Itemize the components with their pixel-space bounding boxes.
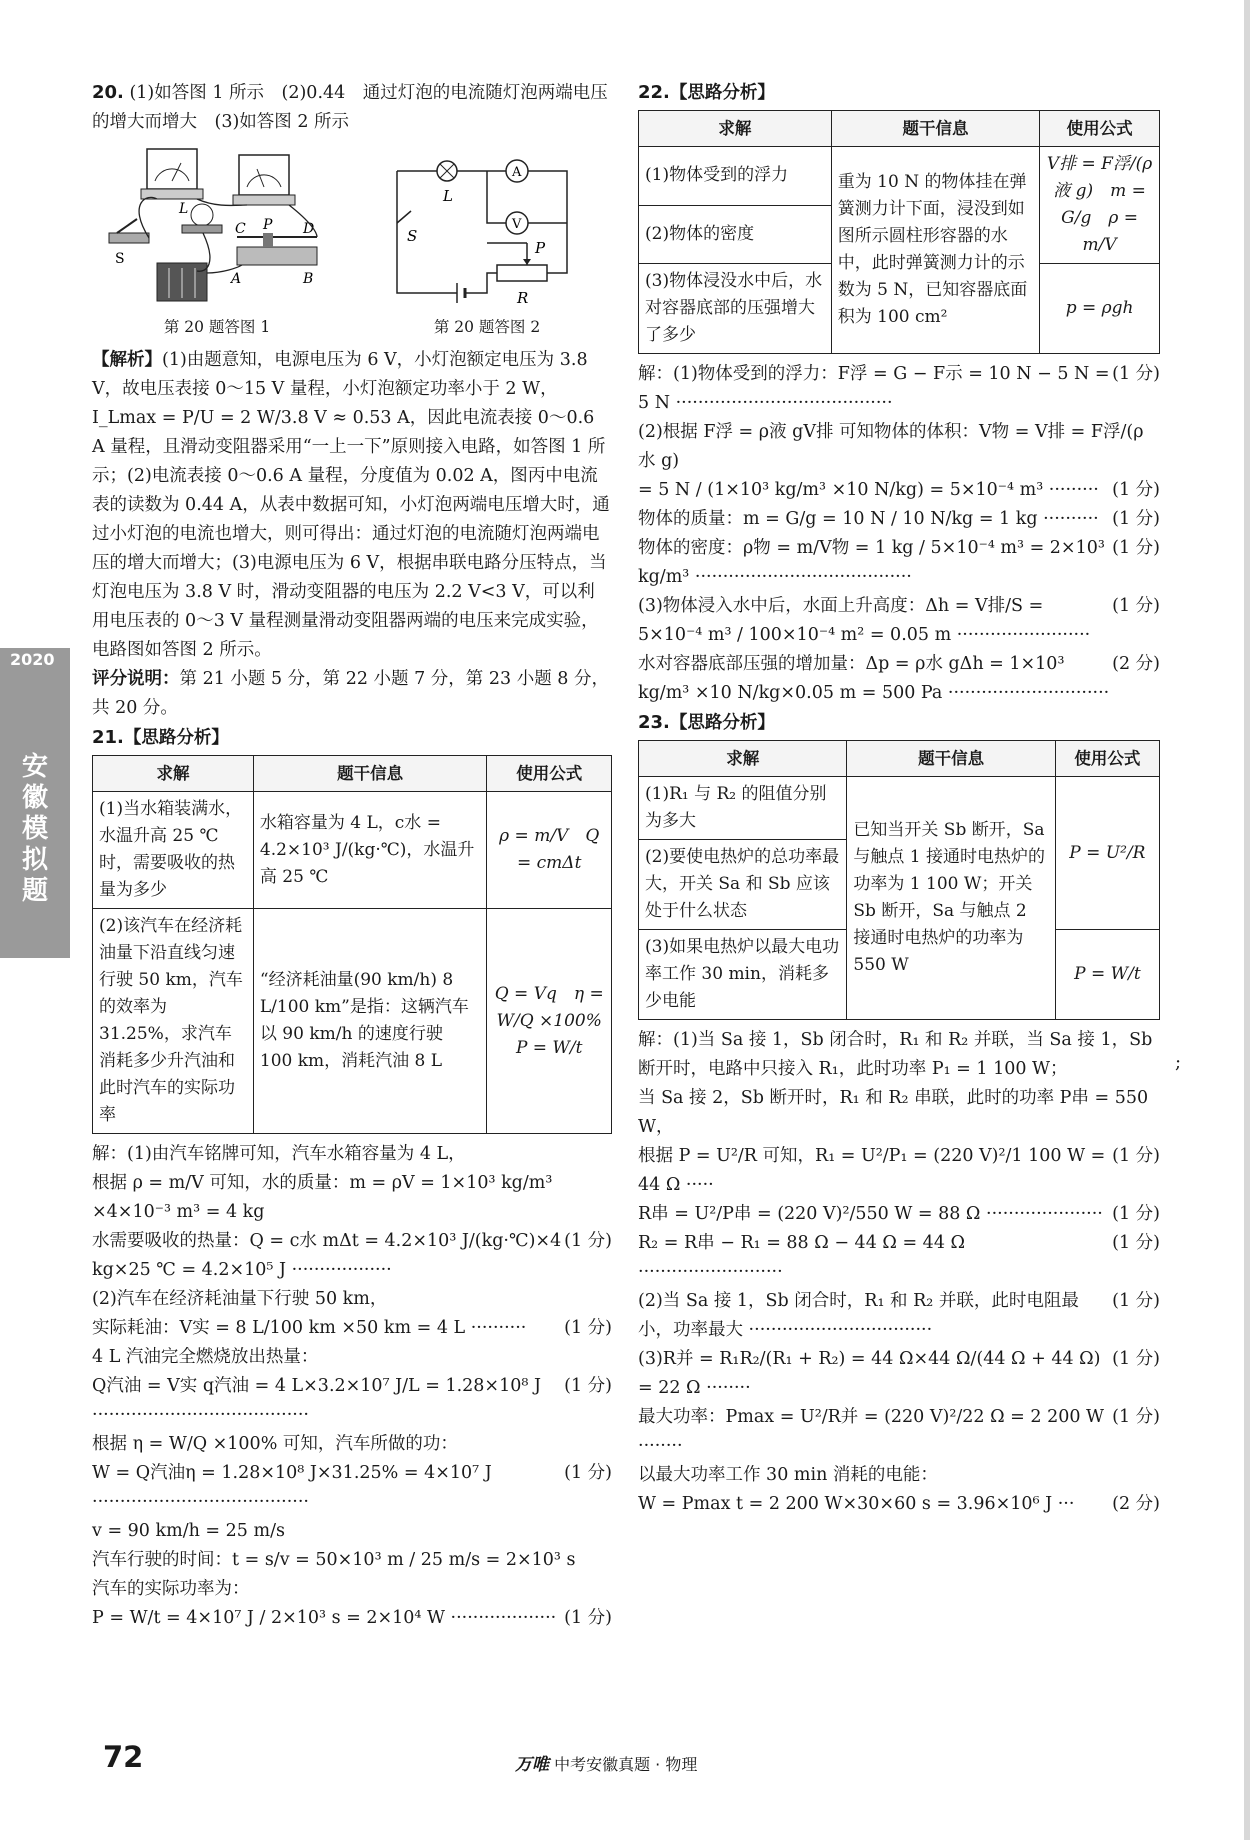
- side-tab: [0, 648, 70, 958]
- q22-formula-b: p = ρgh: [1040, 264, 1160, 354]
- solution-text: 解：(1)由汽车铭牌可知，汽车水箱容量为 4 L，: [92, 1144, 466, 1164]
- header-info: 题干信息: [253, 756, 487, 792]
- solution-text: 水需要吸收的热量：Q = c水 mΔt = 4.2×10³ J/(kg·℃)×4 kg×25 ℃ = 4.2×10⁵ J ··················: [92, 1231, 562, 1280]
- solution-line: [92, 1372, 612, 1430]
- q21-row2-info: “经济耗油量(90 km/h) 8 L/100 km”是指：这辆汽车以 90 km/h 的速度行驶 100 km，消耗汽油 8 L: [253, 909, 487, 1134]
- footer: [515, 1750, 697, 1775]
- solution-text: 解：(1)当 Sa 接 1，Sb 闭合时，R₁ 和 R₂ 并联，当 Sa 接 1，Sb 断开时，电路中只接入 R₁，此时功率 P₁ = 1 100 W；: [638, 1030, 1153, 1079]
- solution-line: [92, 1314, 612, 1343]
- scoring-note-label: 评分说明：: [92, 669, 180, 689]
- solution-line: [638, 1345, 1160, 1403]
- fig2-label-P: P: [535, 239, 546, 257]
- solution-text: 物体的质量：m = G/g = 10 N / 10 N/kg = 1 kg ··········: [638, 509, 1099, 529]
- solution-score: (1 分): [1112, 1291, 1160, 1311]
- q23-analysis-table: [638, 740, 1160, 1020]
- page-edge: [1244, 0, 1250, 1840]
- solution-text: 当 Sa 接 2，Sb 断开时，R₁ 和 R₂ 串联，此时的功率 P串 = 550 W，: [638, 1088, 1149, 1137]
- solution-text: 物体的密度：ρ物 = m/V物 = 1 kg / 5×10⁻⁴ m³ = 2×10³ kg/m³ ·······································: [638, 538, 1105, 587]
- fig1-label-A: A: [231, 271, 242, 287]
- table-header-row: [93, 756, 612, 792]
- fig2-caption: 第 20 题答图 2: [433, 318, 541, 336]
- solution-text: 根据 η = W/Q ×100% 可知，汽车所做的功：: [92, 1434, 458, 1454]
- solution-score: (2 分): [1112, 654, 1160, 674]
- header-solve: 求解: [639, 741, 847, 777]
- side-tab-label: 安徽模拟题: [21, 752, 48, 906]
- q20-answer: [92, 78, 612, 137]
- solution-line: [92, 1227, 612, 1285]
- solution-text: 4 L 汽油完全燃烧放出热量：: [92, 1347, 319, 1367]
- q23-formula-a: P = U²/R: [1055, 777, 1159, 930]
- solution-text: (2)当 Sa 接 1，Sb 闭合时，R₁ 和 R₂ 并联，此时电阻最小，功率最大 ·································: [638, 1291, 1079, 1340]
- circuit-schematic-diagram: [377, 143, 597, 313]
- fig2-label-R: R: [517, 289, 529, 307]
- solution-line: [92, 1517, 612, 1546]
- footer-text: 中考安徽真题 · 物理: [554, 1755, 698, 1774]
- solution-line: [92, 1604, 612, 1633]
- table-row: [93, 909, 612, 1134]
- fig1-label-D: D: [303, 221, 315, 237]
- table-row: [639, 777, 1160, 840]
- q22-number: 22.: [638, 82, 670, 103]
- q22-row2-solve: (2)物体的密度: [639, 205, 832, 264]
- solution-score: (1 分): [1112, 1204, 1160, 1224]
- q21-row2-formula: Q = Vq η = W/Q ×100% P = W/t: [487, 909, 612, 1134]
- q21-solution: [92, 1140, 612, 1633]
- header-info: 题干信息: [847, 741, 1055, 777]
- solution-text: Q汽油 = V实 q汽油 = 4 L×3.2×10⁷ J/L = 1.28×10⁸ J ·······································: [92, 1376, 541, 1425]
- page-number: 72: [103, 1740, 144, 1774]
- solution-line: [92, 1140, 612, 1169]
- solution-line: [92, 1343, 612, 1372]
- solution-line: [638, 476, 1160, 505]
- solution-text: R串 = U²/P串 = (220 V)²/550 W = 88 Ω ·····················: [638, 1204, 1103, 1224]
- solution-text: 解：(1)物体受到的浮力：F浮 = G − F示 = 10 N − 5 N = 5 N ·······································: [638, 364, 1110, 413]
- table-row: [93, 792, 612, 909]
- solution-text: (3)物体浸入水中后，水面上升高度：Δh = V排/S = 5×10⁻⁴ m³ / 100×10⁻⁴ m² = 0.05 m ························: [638, 596, 1091, 645]
- q21-row2-solve: (2)该汽车在经济耗油量下沿直线匀速行驶 50 km，汽车的效率为 31.25%，求汽车消耗多少升汽油和此时汽车的实际功率: [93, 909, 254, 1134]
- scoring-note-text: 第 21 小题 5 分，第 22 小题 7 分，第 23 小题 8 分，共 20 分。: [92, 669, 609, 718]
- q22-analysis-table: [638, 110, 1160, 354]
- q23-row1-solve: (1)R₁ 与 R₂ 的阻值分别为多大: [639, 777, 847, 840]
- solution-line: [638, 1287, 1160, 1345]
- q20-analysis-tag: 【解析】: [92, 350, 162, 370]
- solution-score: (1 分): [1112, 480, 1160, 500]
- table-row: [639, 147, 1160, 206]
- solution-line: [638, 1084, 1160, 1142]
- q23-info: 已知当开关 Sb 断开，Sa 与触点 1 接通时电热炉的功率为 1 100 W；开关 Sb 断开，Sa 与触点 2 接通时电热炉的功率为 550 W: [847, 777, 1055, 1020]
- q20-figure-1: [92, 143, 342, 342]
- q22-formula-a: V排 = F浮/(ρ液 g) m = G/g ρ = m/V: [1040, 147, 1160, 264]
- q23-tag: 【思路分析】: [669, 713, 775, 733]
- solution-text: 以最大功率工作 30 min 消耗的电能：: [638, 1465, 938, 1485]
- solution-line: [638, 534, 1160, 592]
- fig1-label-C: C: [235, 221, 246, 237]
- q22-heading: [638, 78, 1160, 108]
- q22-row3-solve: (3)物体浸没水中后，水对容器底部的压强增大了多少: [639, 264, 832, 354]
- solution-text: = 5 N / (1×10³ kg/m³ ×10 N/kg) = 5×10⁻⁴ m³ ·········: [638, 480, 1099, 500]
- solution-score: (1 分): [564, 1608, 612, 1628]
- fig1-label-B: B: [303, 271, 314, 287]
- solution-score: (2 分): [1112, 1494, 1160, 1514]
- fig1-label-S: S: [115, 251, 125, 267]
- fig2-label-S: S: [407, 227, 418, 245]
- solution-score: (1 分): [1112, 1233, 1160, 1253]
- q21-tag: 【思路分析】: [123, 728, 229, 748]
- q23-row2-solve: (2)要使电热炉的总功率最大，开关 Sa 和 Sb 应该处于什么状态: [639, 840, 847, 930]
- solution-text: (2)汽车在经济耗油量下行驶 50 km，: [92, 1289, 388, 1309]
- solution-text: 汽车的实际功率为：: [92, 1579, 250, 1599]
- solution-text: W = Pmax t = 2 200 W×30×60 s = 3.96×10⁶ J ···: [638, 1494, 1075, 1514]
- solution-score: (1 分): [1112, 364, 1160, 384]
- solution-line: [638, 1461, 1160, 1490]
- q22-info: 重为 10 N 的物体挂在弹簧测力计下面，浸没到如图所示圆柱形容器的水中，此时弹簧测力计的示数为 5 N，已知容器底面积为 100 cm²: [831, 147, 1039, 354]
- left-column: [92, 78, 619, 1633]
- solution-score: (1 分): [564, 1231, 612, 1251]
- solution-line: [92, 1285, 612, 1314]
- q21-row1-info: 水箱容量为 4 L，c水 = 4.2×10³ J/(kg·℃)，水温升高 25 ℃: [253, 792, 487, 909]
- solution-text: W = Q汽油η = 1.28×10⁸ J×31.25% = 4×10⁷ J ·······································: [92, 1463, 492, 1512]
- stray-semicolon: ;: [1175, 1052, 1182, 1073]
- q20-line1: (1)如答图 1 所示 (2)0.44 通过灯泡的电流随灯泡两端电压的增大而增大 (3)如答图 2 所示: [92, 83, 608, 132]
- header-solve: 求解: [93, 756, 254, 792]
- q21-heading: [92, 723, 612, 753]
- fig1-caption: 第 20 题答图 1: [163, 318, 271, 336]
- q20-number: 20.: [92, 82, 124, 103]
- fig1-label-P: P: [263, 217, 273, 233]
- solution-line: [92, 1575, 612, 1604]
- q20-figure-2: [362, 143, 612, 342]
- header-formula: 使用公式: [1040, 111, 1160, 147]
- q20-analysis-text: (1)由题意知，电源电压为 6 V，小灯泡额定电压为 3.8 V，故电压表接 0～15 V 量程，小灯泡额定功率小于 2 W，I_Lmax = P/U = 2 W/3.8 V ≈ 0.53 A，因此电流表接 0～0.6 A 量程，且滑动变阻器采用“一上一下”原则接入电路，如答图 1 所示；(2)电流表接 0～0.6 A 量程，分度值为 0.02 A，图丙中电流表的读数为 0.44 A，从表中数据可知，小灯泡两端电压增大时，通过小灯泡的电流也增大，则可得出：通过灯泡的电流随灯泡两端电压的增大而增大；(3)电源电压为 6 V，根据串联电路分压特点，当灯泡电压为 3.8 V 时，滑动变阻器的电压为 2.2 V<3 V，可以利用电压表的 0～3 V 量程测量滑动变阻器两端的电压来完成实验，电路图如答图 2 所示。: [92, 350, 610, 660]
- side-tab-year: 2020: [10, 650, 55, 669]
- solution-text: v = 90 km/h = 25 m/s: [92, 1521, 285, 1541]
- solution-score: (1 分): [1112, 1407, 1160, 1427]
- solution-line: [92, 1459, 612, 1517]
- solution-score: (1 分): [564, 1376, 612, 1396]
- q22-tag: 【思路分析】: [669, 83, 775, 103]
- solution-text: 根据 ρ = m/V 可知，水的质量：m = ρV = 1×10³ kg/m³ ×4×10⁻³ m³ = 4 kg: [92, 1173, 553, 1222]
- q23-number: 23.: [638, 712, 670, 733]
- header-solve: 求解: [639, 111, 832, 147]
- solution-score: (1 分): [1112, 1349, 1160, 1369]
- scoring-note: [92, 665, 612, 723]
- solution-line: [638, 650, 1160, 708]
- solution-text: 实际耗油：V实 = 8 L/100 km ×50 km = 4 L ··········: [92, 1318, 527, 1338]
- solution-score: (1 分): [1112, 509, 1160, 529]
- solution-line: [638, 592, 1160, 650]
- table-header-row: [639, 741, 1160, 777]
- solution-text: 汽车行驶的时间：t = s/v = 50×10³ m / 25 m/s = 2×10³ s: [92, 1550, 576, 1570]
- header-info: 题干信息: [831, 111, 1039, 147]
- solution-line: [638, 505, 1160, 534]
- solution-text: (3)R并 = R₁R₂/(R₁ + R₂) = 44 Ω×44 Ω/(44 Ω + 44 Ω) = 22 Ω ········: [638, 1349, 1101, 1398]
- solution-line: [638, 1026, 1160, 1084]
- q21-row1-solve: (1)当水箱装满水，水温升高 25 ℃时，需要吸收的热量为多少: [93, 792, 254, 909]
- header-formula: 使用公式: [1055, 741, 1159, 777]
- solution-score: (1 分): [564, 1318, 612, 1338]
- solution-line: [638, 418, 1160, 476]
- q21-number: 21.: [92, 727, 124, 748]
- solution-text: 根据 P = U²/R 可知，R₁ = U²/P₁ = (220 V)²/1 100 W = 44 Ω ·····: [638, 1146, 1106, 1195]
- q23-heading: [638, 708, 1160, 738]
- solution-score: (1 分): [1112, 538, 1160, 558]
- q22-solution: [638, 360, 1160, 708]
- solution-line: [638, 1229, 1160, 1287]
- q21-analysis-table: [92, 755, 619, 1134]
- circuit-physical-diagram: [97, 143, 337, 313]
- fig2-label-V: V: [512, 217, 522, 232]
- fig1-label-L: L: [179, 201, 189, 217]
- q23-formula-b: P = W/t: [1055, 930, 1159, 1020]
- solution-line: [92, 1169, 612, 1227]
- table-header-row: [639, 111, 1160, 147]
- right-column: [638, 78, 1160, 1519]
- fig2-label-L: L: [443, 187, 453, 205]
- solution-line: [638, 1403, 1160, 1461]
- solution-line: [638, 360, 1160, 418]
- solution-score: (1 分): [564, 1463, 612, 1483]
- q21-row1-formula: ρ = m/V Q = cmΔt: [487, 792, 612, 909]
- solution-line: [638, 1142, 1160, 1200]
- solution-text: (2)根据 F浮 = ρ液 gV排 可知物体的体积：V物 = V排 = F浮/(ρ水 g): [638, 422, 1144, 471]
- q22-row1-solve: (1)物体受到的浮力: [639, 147, 832, 206]
- solution-text: 最大功率：Pmax = U²/R并 = (220 V)²/22 Ω = 2 200 W ········: [638, 1407, 1105, 1456]
- solution-text: P = W/t = 4×10⁷ J / 2×10³ s = 2×10⁴ W ···················: [92, 1608, 557, 1628]
- solution-line: [92, 1430, 612, 1459]
- solution-line: [638, 1490, 1160, 1519]
- solution-score: (1 分): [1112, 1146, 1160, 1166]
- solution-text: 水对容器底部压强的增加量：Δp = ρ水 gΔh = 1×10³ kg/m³ ×10 N/kg×0.05 m = 500 Pa ·····························: [638, 654, 1110, 703]
- header-formula: 使用公式: [487, 756, 612, 792]
- solution-line: [92, 1546, 612, 1575]
- solution-line: [638, 1200, 1160, 1229]
- q23-solution: [638, 1026, 1160, 1519]
- footer-brand: 万唯: [515, 1755, 549, 1775]
- solution-text: R₂ = R串 − R₁ = 88 Ω − 44 Ω = 44 Ω ··························: [638, 1233, 966, 1282]
- solution-score: (1 分): [1112, 596, 1160, 616]
- q20-figures: [92, 143, 612, 342]
- q23-row3-solve: (3)如果电热炉以最大电功率工作 30 min，消耗多少电能: [639, 930, 847, 1020]
- fig2-label-A: A: [512, 165, 522, 180]
- q20-analysis: [92, 346, 612, 665]
